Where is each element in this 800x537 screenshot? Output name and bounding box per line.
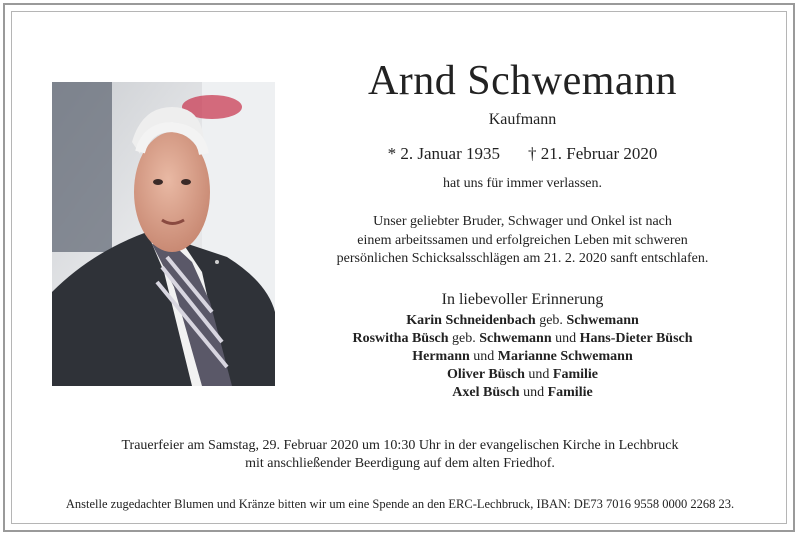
message-line: Unser geliebter Bruder, Schwager und Onkel ist nach [373,214,672,229]
mourner-line [300,348,745,366]
mourner-name: Hans-Dieter Büsch [579,330,693,346]
mourner-name: Hermann [412,348,470,364]
mourner-connector: geb. [448,330,480,346]
notice-text-column [300,58,745,402]
mourner-name: Axel Büsch [452,384,520,400]
mourner-name: Schwemann [566,312,639,328]
ceremony-line: Trauerfeier am Samstag, 29. Februar 2020 um 10:30 Uhr in der evangelischen Kirche in Lechbruck [121,438,679,453]
message-line: persönlichen Schicksalsschlägen am 21. 2. 2020 sanft entschlafen. [336,251,709,266]
mourner-connector: geb. [535,312,567,328]
mourner-line [300,330,745,348]
mourners-list [300,312,745,402]
profession: Kaufmann [488,111,557,128]
birth-date: * 2. Januar 1935 [387,144,500,163]
mourner-line [300,366,745,384]
mourner-name: Marianne Schwemann [497,348,633,364]
mourner-name: Familie [552,366,599,382]
ceremony-line: mit anschließender Beerdigung auf dem alten Friedhof. [245,456,555,471]
mourner-connector: und [551,330,580,346]
death-date: † 21. Februar 2020 [528,144,658,163]
life-dates [300,143,745,165]
donation-request: Anstelle zugedachter Blumen und Kränze bitten wir um eine Spende an den ERC-Lechbruck, IBAN: DE73 7016 9558 0000 2268 23. [65,497,735,511]
portrait-photo [52,82,275,386]
mourner-line [300,312,745,330]
mourner-connector: und [519,384,548,400]
deceased-name: Arnd Schwemann [367,58,678,104]
left-us-text: hat uns für immer verlassen. [442,176,602,191]
mourner-name: Oliver Büsch [446,366,525,382]
message-line: einem arbeitssamen und erfolgreichen Leben mit schweren [357,232,688,248]
ceremony-info [40,437,760,473]
memory-title: In liebevoller Erinnerung [441,290,604,308]
portrait-illustration [52,82,275,386]
mourner-name: Schwemann [479,330,552,346]
mourner-line [300,384,745,402]
mourner-name: Roswitha Büsch [352,330,449,346]
mourner-connector: und [469,348,498,364]
mourner-connector: und [524,366,553,382]
mourner-name: Familie [547,384,593,400]
mourner-name: Karin Schneidenbach [406,312,536,328]
obituary-message [300,213,745,269]
